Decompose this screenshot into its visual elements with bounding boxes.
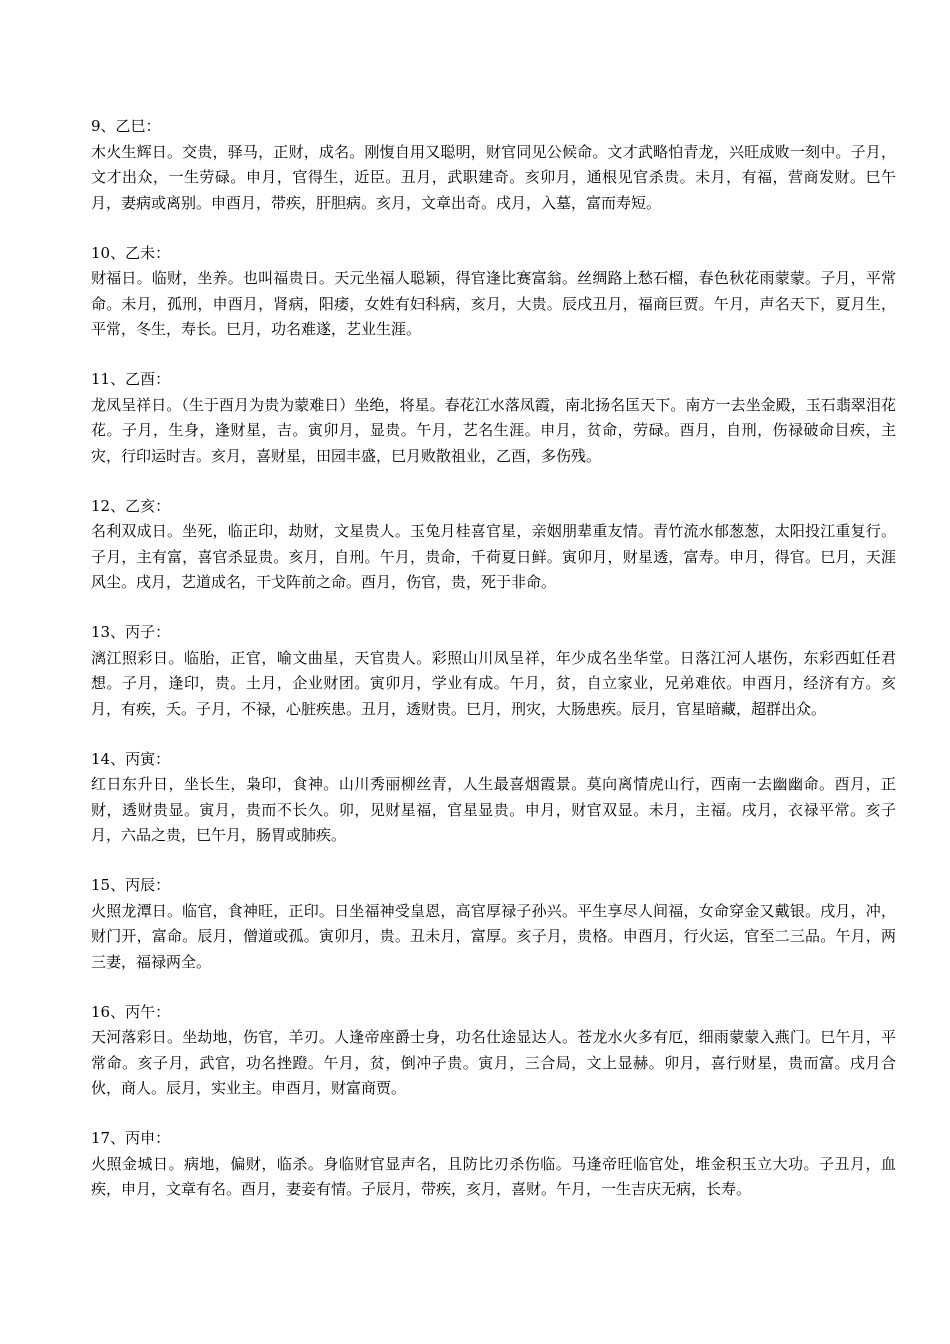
entry-body: 名利双成日。坐死，临正印，劫财，文星贵人。玉兔月桂喜官星，亲姻朋辈重友情。青竹流水郁葱葱，太阳投江重复行。子月，主有富，喜官杀显贵。亥月，自刑。午月，贵命，千荷夏日鲜。寅卯月，财星透，富寿。申月，得官。巳月，天涯风尘。戌月，艺道成名，干戈阵前之命。酉月，伤官，贵，死于非命。 bbox=[91, 522, 896, 591]
entry-15 bbox=[91, 873, 896, 975]
entry-17 bbox=[91, 1126, 896, 1203]
entry-body: 火照龙潭日。临官，食神旺，正印。日坐福神受皇恩，高官厚禄子孙兴。平生享尽人间福，女命穿金又戴银。戌月，冲，财门开，富命。辰月，僧道或孤。寅卯月，贵。丑未月，富厚。亥子月，贵格。申酉月，行火运，官至二三品。午月，两三妻，福禄两全。 bbox=[91, 901, 896, 971]
entry-16 bbox=[91, 1000, 896, 1102]
entry-heading: 15、丙辰： bbox=[91, 876, 171, 894]
entry-13 bbox=[91, 620, 896, 722]
entry-heading: 16、丙午： bbox=[91, 1002, 171, 1021]
entry-body: 天河落彩日。坐劫地，伤官，羊刃。人逢帝座爵士身，功名仕途显达人。苍龙水火多有厄，细雨蒙蒙入燕门。巳午月，平常命。亥子月，武官，功名挫蹬。午月，贫，倒冲子贵。寅月，三合局，文上显赫。卯月，喜行财星，贵而富。戌月合伙，商人。辰月，实业主。申酉月，财富商贾。 bbox=[91, 1028, 896, 1097]
entry-12 bbox=[91, 494, 896, 596]
entry-heading: 12、乙亥： bbox=[91, 496, 171, 515]
entry-heading: 13、丙子： bbox=[91, 623, 171, 641]
entry-heading: 11、乙酉： bbox=[91, 370, 171, 388]
entry-14 bbox=[91, 747, 896, 849]
entry-heading: 10、乙未： bbox=[91, 243, 171, 262]
entry-body: 漓江照彩日。临胎，正官，喻文曲星，天官贵人。彩照山川凤呈祥，年少成名坐华堂。日落江河人堪伤，东彩西虹任君想。子月，逢印，贵。土月，企业财团。寅卯月，学业有成。午月，贫，自立家业，兄弟难依。申酉月，经济有方。亥月，有疾，夭。子月，不禄，心脏疾患。丑月，透财贵。巳月，刑灾，大肠患疾。辰月，官星暗藏，超群出众。 bbox=[91, 648, 896, 718]
entry-9 bbox=[91, 114, 896, 216]
entry-body: 火照金城日。病地，偏财，临杀。身临财官显声名，且防比刃杀伤临。马逢帝旺临官处，堆金积玉立大功。子丑月，血疾，申月，文章有名。酉月，妻妾有情。子辰月，带疾，亥月，喜财。午月，一生吉庆无病，长寿。 bbox=[91, 1154, 896, 1198]
entry-heading: 9、乙巳： bbox=[91, 117, 161, 135]
entry-heading: 17、丙申： bbox=[91, 1129, 171, 1147]
entry-11 bbox=[91, 367, 896, 469]
entry-heading: 14、丙寅： bbox=[91, 749, 171, 768]
entry-body: 木火生辉日。交贵，驿马，正财，成名。刚愎自用又聪明，财官同见公候命。文才武略怕青龙，兴旺成败一刻中。子月，文才出众，一生劳碌。申月，官得生，近臣。丑月，武职建奇。亥卯月，通根见官杀贵。未月，有福，营商发财。巳午月，妻病或离别。申酉月，带疾，肝胆病。亥月，文章出奇。戌月，入墓，富而寿短。 bbox=[91, 142, 896, 212]
entry-body: 财福日。临财，坐养。也叫福贵日。天元坐福人聪颖，得官逢比赛富翁。丝绸路上愁石榴，春色秋花雨蒙蒙。子月，平常命。未月，孤刑，申酉月，肾病，阳痿，女姓有妇科病，亥月，大贵。辰戌丑月，福商巨贾。午月，声名天下，夏月生，平常，冬生，寿长。巳月，功名难遂，艺业生涯。 bbox=[91, 269, 896, 338]
entry-body: 龙凤呈祥日。（生于酉月为贵为蒙难日）坐绝，将星。春花江水落凤霞，南北扬名匡天下。南方一去坐金殿，玉石翡翠泪花花。子月，生身，逢财星，吉。寅卯月，显贵。午月，艺名生涯。申月，贫命，劳碌。酉月，自刑，伤禄破命目疾，主灾，行印运时吉。亥月，喜财星，田园丰盛，巳月败散祖业，乙酉，多伤残。 bbox=[91, 395, 896, 465]
document-page bbox=[91, 114, 896, 1227]
entry-body: 红日东升日，坐长生，枭印，食神。山川秀丽柳丝青，人生最喜烟霞景。莫向离情虎山行，西南一去幽幽命。酉月，正财，透财贵显。寅月，贵而不长久。卯，见财星福，官星显贵。申月，财官双显。未月，主福。戌月，衣禄平常。亥子月，六品之贵，巳午月，肠胃或肺疾。 bbox=[91, 775, 896, 844]
entry-10 bbox=[91, 241, 896, 343]
